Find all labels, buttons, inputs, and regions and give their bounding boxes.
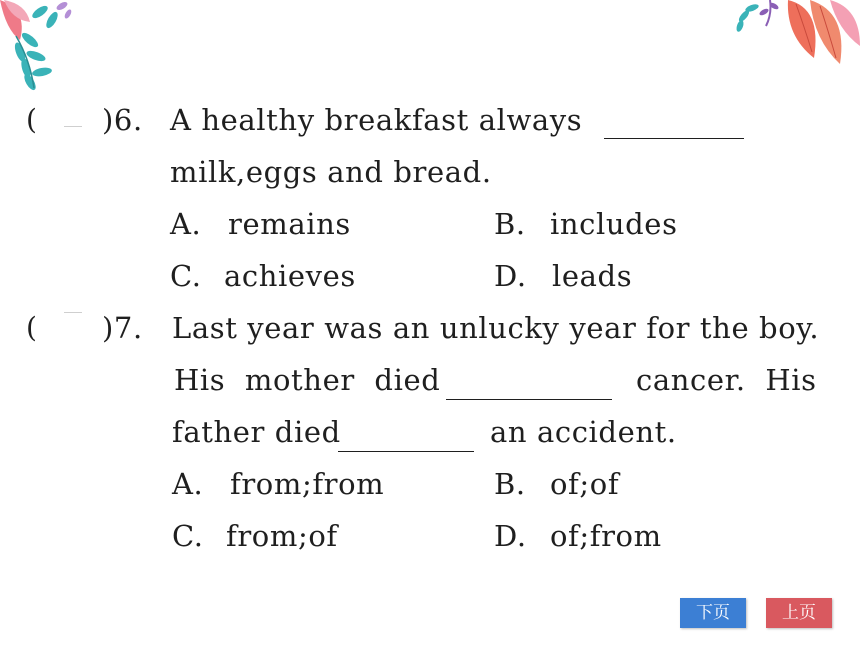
question-stem-line1: Last year was an unlucky year for the boy. xyxy=(172,311,820,345)
previous-page-button[interactable]: 上页 xyxy=(766,598,832,628)
option-letter: D. xyxy=(494,259,527,293)
option-letter: B. xyxy=(494,207,526,241)
option-letter: C. xyxy=(170,259,202,293)
question-stem-line2: milk,eggs and bread. xyxy=(170,155,492,189)
fill-blank[interactable] xyxy=(604,138,744,139)
answer-paren-open: ( xyxy=(26,103,37,136)
question-stem-line1: A healthy breakfast always xyxy=(170,103,583,137)
option-text: of;of xyxy=(550,467,620,501)
answer-paren-open: ( xyxy=(26,311,37,344)
option-letter: B. xyxy=(494,467,526,501)
option-text: achieves xyxy=(224,259,356,293)
question-stem-line2a: His mother died xyxy=(174,363,441,397)
fill-blank-2[interactable] xyxy=(338,451,474,452)
question-stem-line3a: father died xyxy=(172,415,341,449)
option-text: from;from xyxy=(230,467,385,501)
option-letter: A. xyxy=(172,467,204,501)
option-text: leads xyxy=(552,259,633,293)
option-letter: C. xyxy=(172,519,204,553)
question-stem-line3b: an accident. xyxy=(490,415,677,449)
option-text: remains xyxy=(228,207,351,241)
option-text: from;of xyxy=(226,519,338,553)
question-number: )6. xyxy=(102,103,143,137)
option-letter: D. xyxy=(494,519,527,553)
floral-decoration-left xyxy=(0,0,120,95)
floral-decoration-right xyxy=(730,0,860,90)
answer-mark xyxy=(64,312,82,313)
next-page-button[interactable]: 下页 xyxy=(680,598,746,628)
answer-mark xyxy=(64,126,82,127)
fill-blank-1[interactable] xyxy=(446,399,612,400)
question-stem-line2b: cancer. His xyxy=(636,363,817,397)
question-number: )7. xyxy=(102,311,143,345)
option-text: includes xyxy=(550,207,678,241)
option-text: of;from xyxy=(550,519,662,553)
option-letter: A. xyxy=(170,207,202,241)
